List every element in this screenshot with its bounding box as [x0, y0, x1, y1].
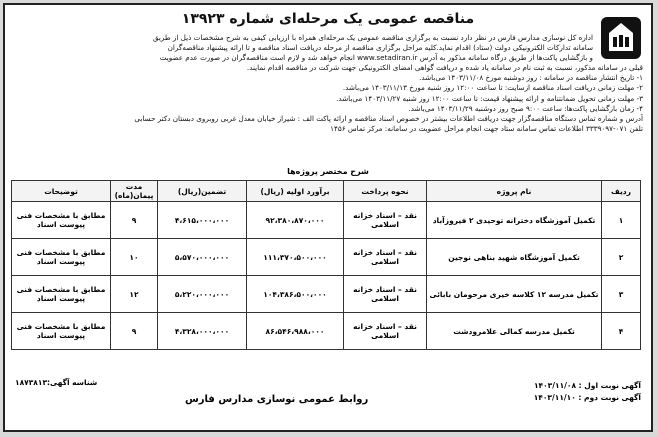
intro-line: اداره کل نوسازی مدارس فارس در نظر دارد نسبت به برگزاری مناقصه عمومی یک مرحله‌ای همراه با ارزیابی کیفی به شرح مشخصات ذیل از طریق	[152, 33, 593, 42]
column-header: نحوه پرداخت	[344, 181, 427, 202]
table-row	[12, 276, 641, 313]
condition-line: ۴- زمان بازگشایی پاکت‌ها: ساعت ۹:۰۰ صبح روز دوشنبه ۱۴۰۳/۱۱/۲۹ می‌باشد.	[408, 103, 643, 113]
table-cell: ۵،۲۲۰،۰۰۰،۰۰۰	[158, 276, 247, 313]
table-cell: ۹	[111, 202, 158, 239]
table-cell: تکمیل آموزشگاه دخترانه توحیدی ۲ فیروزآباد	[427, 202, 602, 239]
tender-notice	[3, 3, 653, 432]
table-cell: ۴،۳۲۸،۰۰۰،۰۰۰	[158, 313, 247, 350]
projects-table	[11, 180, 641, 350]
notice-dates	[534, 380, 641, 404]
condition-line: قبلی در سامانه مذکور، نسبت به ثبت نام در سامانه یاد شده و دریافت گواهی امضای الکترونیکی جهت شرکت در مناقصه اقدام نمایند.	[246, 63, 643, 72]
table-cell: نقد – اسناد خزانه اسلامی	[344, 239, 427, 276]
condition-line: ۱- تاریخ انتشار مناقصه در سامانه : روز دوشنبه مورخ ۱۴۰۳/۱۱/۰۸ می‌باشد.	[419, 73, 643, 83]
table-cell: ۴	[602, 313, 641, 350]
table-cell: تکمیل مدرسه کمالی علامرودشت	[427, 313, 602, 350]
intro-line: سامانه تدارکات الکترونیکی دولت (ستاد) اقدام نماید.کلیه مراحل برگزاری مناقصه از مرحله دریافت اسناد مناقصه و تا ارائه پیشنهاد مناقصه‌گران	[167, 43, 593, 53]
footer	[15, 374, 641, 424]
table-cell: مطابق با مشخصات فنی پیوست اسناد	[12, 202, 111, 239]
table-row	[12, 313, 641, 350]
table-cell: تکمیل مدرسه ۱۲ کلاسه خیری مرحومان بابائی	[427, 276, 602, 313]
table-row	[12, 202, 641, 239]
table-cell: ۹	[111, 313, 158, 350]
notice-first-date: آگهی نوبت اول : ۱۴۰۳/۱۱/۰۸	[533, 381, 641, 390]
condition-line: ۲- مهلت زمانی دریافت اسناد مناقصه ازسایت: تا ساعت ۱۲:۰۰ روز شنبه مورخ ۱۴۰۳/۱۱/۱۳ می‌باشد.	[342, 83, 643, 93]
intro-line: و بازگشایی پاکت‌ها از طریق درگاه سامانه مذکور به آدرس www.setadiran.ir انجام خواهد شد و لازم است مناقصه‌گران در صورت عدم عضویت	[159, 53, 593, 63]
page-title: مناقصه عمومی یک مرحله‌ای شماره ۱۳۹۲۳	[181, 11, 475, 27]
table-cell: تکمیل آموزشگاه شهید بناهی نوجین	[427, 239, 602, 276]
table-cell: مطابق با مشخصات فنی پیوست اسناد	[12, 313, 111, 350]
column-header: نام پروژه	[427, 181, 602, 202]
column-header: تضمین(ریال)	[158, 181, 247, 202]
table-cell: ۱۲	[111, 276, 158, 313]
table-row	[12, 239, 641, 276]
table-cell: ۹۲،۳۸۰،۸۷۰،۰۰۰	[247, 202, 344, 239]
condition-line: آدرس و شماره تماس دستگاه مناقصه‌گزار جهت دریافت اطلاعات بیشتر در خصوص اسناد مناقصه و ارائه پاکت الف : شیراز خیابان معدل غربی روبروی دبستان دکتر حسابی	[134, 114, 643, 124]
table-cell: ۱۰	[111, 239, 158, 276]
table-title: شرح مختصر پروژه‌ها	[287, 167, 369, 176]
column-header: مدت پیمان(ماه)	[111, 181, 158, 202]
table-cell: مطابق با مشخصات فنی پیوست اسناد	[12, 276, 111, 313]
notice-id: شناسه آگهی:۱۸۷۳۸۱۳	[15, 378, 98, 387]
table-cell: ۸۶،۵۴۶،۹۸۸،۰۰۰	[247, 313, 344, 350]
intro-text	[15, 33, 593, 64]
organization-name: روابط عمومی نوسازی مدارس فارس	[185, 394, 369, 405]
column-header: ردیف	[602, 181, 641, 202]
notice-second-date: آگهی نوبت دوم : ۱۴۰۳/۱۱/۱۰	[533, 393, 641, 402]
condition-line: تلفن ۰۷۱-۳۳۳۹۰۹۷ اطلاعات تماس سامانه ستاد جهت انجام مراحل عضویت در سامانه: مرکز تماس ۱۴۵۶	[330, 124, 643, 134]
table-cell: نقد – اسناد خزانه اسلامی	[344, 313, 427, 350]
table-cell: ۵،۵۷۰،۰۰۰،۰۰۰	[158, 239, 247, 276]
column-header: توضیحات	[12, 181, 111, 202]
table-cell: ۴،۶۱۵،۰۰۰،۰۰۰	[158, 202, 247, 239]
table-cell: نقد – اسناد خزانه اسلامی	[344, 276, 427, 313]
table-cell: ۱۰۴،۳۸۶،۵۰۰،۰۰۰	[247, 276, 344, 313]
condition-line: ۳- مهلت زمانی تحویل ضمانتنامه و ارائه پیشنهاد قیمت: تا ساعت ۱۲:۰۰ روز شنبه ۱۴۰۳/۱۱/۲۷ می‌باشد.	[336, 93, 643, 103]
table-cell: نقد – اسناد خزانه اسلامی	[344, 202, 427, 239]
table-cell: ۲	[602, 239, 641, 276]
conditions-list	[15, 63, 643, 134]
table-cell: ۱	[602, 202, 641, 239]
table-header-row	[12, 181, 641, 202]
table-cell: ۱۱۱،۳۷۰،۵۰۰،۰۰۰	[247, 239, 344, 276]
table-cell: مطابق با مشخصات فنی پیوست اسناد	[12, 239, 111, 276]
column-header: برآورد اولیه (ریال)	[247, 181, 344, 202]
table-cell: ۳	[602, 276, 641, 313]
